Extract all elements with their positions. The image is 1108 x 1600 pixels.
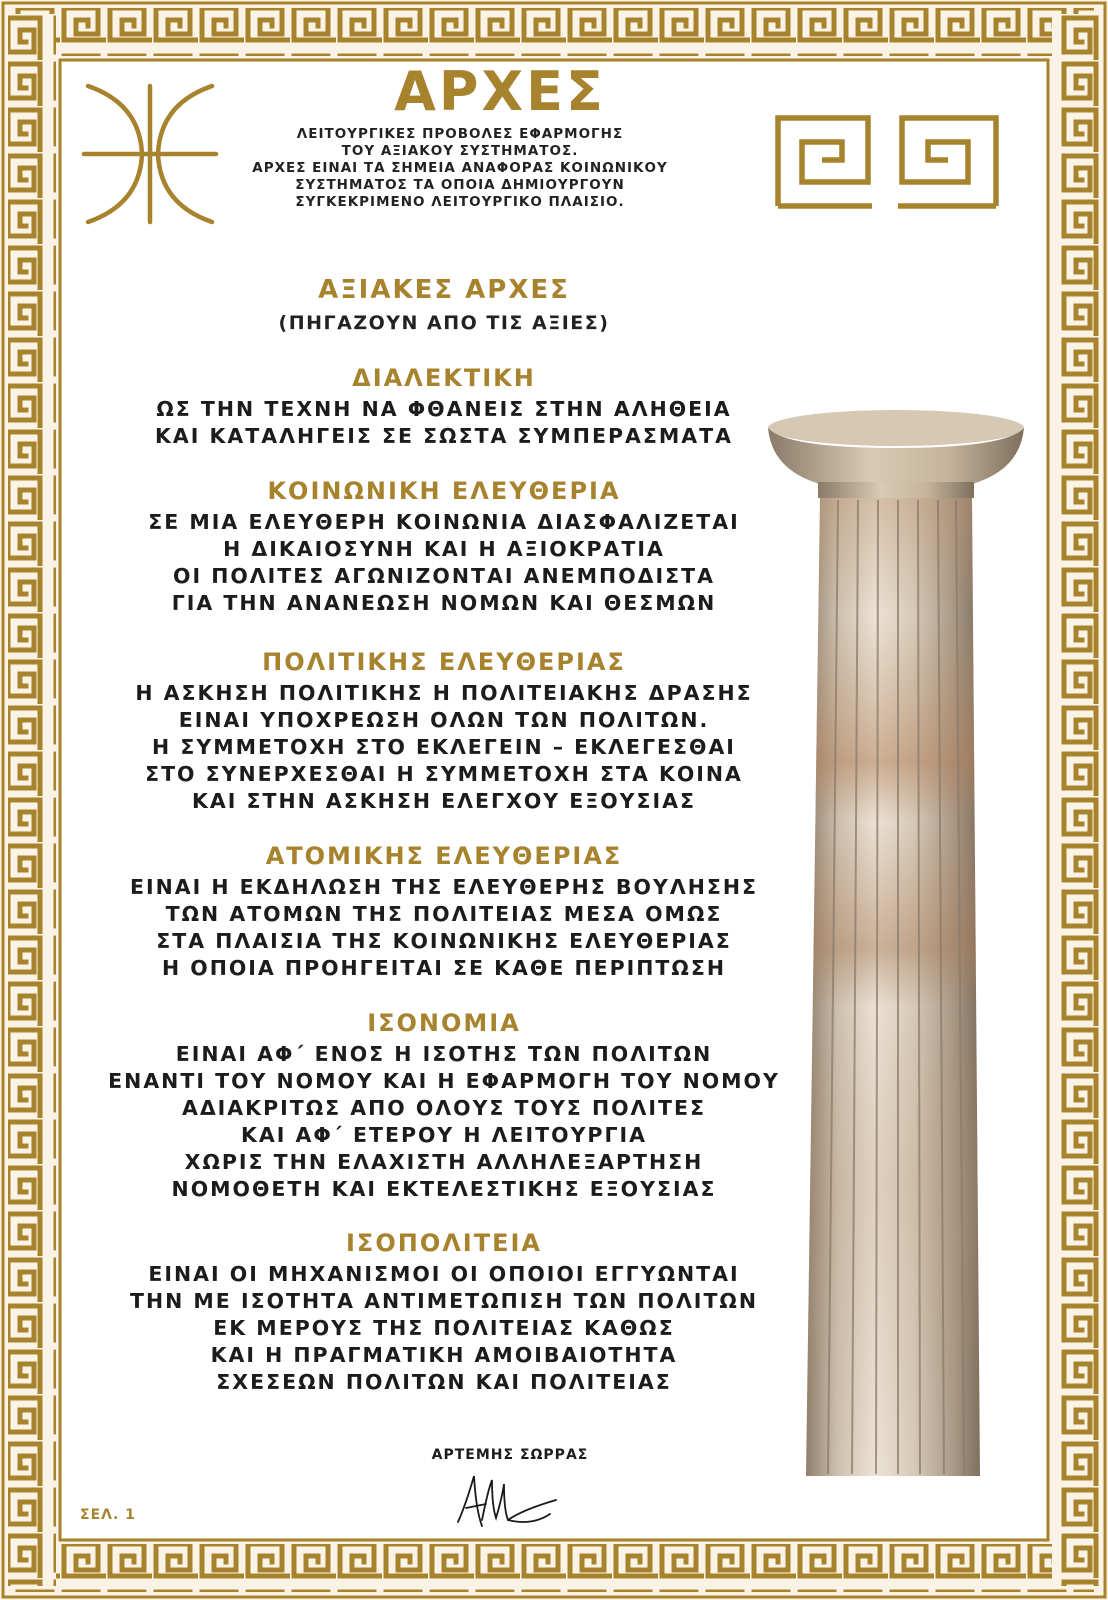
section-line: ΣΕ ΜΙΑ ΕΛΕΥΘΕΡΗ ΚΟΙΝΩΝΙΑ ΔΙΑΣΦΑΛΙΖΕΤΑΙ	[148, 510, 740, 534]
section-line: ΕΚ ΜΕΡΟΥΣ ΤΗΣ ΠΟΛΙΤΕΙΑΣ ΚΑΘΩΣ	[213, 1316, 675, 1340]
section-line: Η ΔΙΚΑΙΟΣΥΝΗ ΚΑΙ Η ΑΞΙΟΚΡΑΤΙΑ	[223, 537, 665, 561]
section-body-koinoniki-eleftheria	[0, 509, 888, 617]
section-title-isopoliteia: ΙΣΟΠΟΛΙΤΕΙΑ	[346, 1229, 542, 1257]
section-body-isonomia	[0, 1041, 888, 1203]
intro-parenthetical: (ΠΗΓΑΖΟΥΝ ΑΠΟ ΤΙΣ ΑΞΙΕΣ)	[278, 312, 610, 334]
subtitle-line: ΛΕΙΤΟΥΡΓΙΚΕΣ ΠΡΟΒΟΛΕΣ ΕΦΑΡΜΟΓΗΣ	[296, 126, 624, 142]
section-line: ΤΗΝ ΜΕ ΙΣΟΤΗΤΑ ΑΝΤΙΜΕΤΩΠΙΣΗ ΤΩΝ ΠΟΛΙΤΩΝ	[129, 1289, 759, 1313]
section-line: ΩΣ ΤΗΝ ΤΕΧΝΗ ΝΑ ΦΘΑΝΕΙΣ ΣΤΗΝ ΑΛΗΘΕΙΑ	[156, 397, 732, 421]
section-line: ΣΧΕΣΕΩΝ ΠΟΛΙΤΩΝ ΚΑΙ ΠΟΛΙΤΕΙΑΣ	[216, 1370, 672, 1394]
section-line: Η ΣΥΜΜΕΤΟΧΗ ΣΤΟ ΕΚΛΕΓΕΙΝ – ΕΚΛΕΓΕΣΘΑΙ	[152, 735, 736, 759]
signature-icon	[452, 1470, 562, 1534]
section-line: ΚΑΙ ΚΑΤΑΛΗΓΕΙΣ ΣΕ ΣΩΣΤΑ ΣΥΜΠΕΡΑΣΜΑΤΑ	[155, 424, 733, 448]
section-line: ΚΑΙ ΣΤΗΝ ΑΣΚΗΣΗ ΕΛΕΓΧΟΥ ΕΞΟΥΣΙΑΣ	[191, 789, 697, 813]
page-subtitle	[180, 126, 740, 211]
section-line: ΧΩΡΙΣ ΤΗΝ ΕΛΑΧΙΣΤΗ ΑΛΛΗΛΕΞΑΡΤΗΣΗ	[184, 1150, 704, 1174]
section-title-dialektiki: ΔΙΑΛΕΚΤΙΚΗ	[352, 364, 536, 392]
section-line: ΕΙΝΑΙ ΥΠΟΧΡΕΩΣΗ ΟΛΩΝ ΤΩΝ ΠΟΛΙΤΩΝ.	[178, 708, 710, 732]
section-body-atomikis-eleftherias	[0, 874, 888, 982]
section-line: ΣΤΑ ΠΛΑΙΣΙΑ ΤΗΣ ΚΟΙΝΩΝΙΚΗΣ ΕΛΕΥΘΕΡΙΑΣ	[156, 929, 732, 953]
section-line: ΕΙΝΑΙ ΟΙ ΜΗΧΑΝΙΣΜΟΙ ΟΙ ΟΠΟΙΟΙ ΕΓΓΥΩΝΤΑΙ	[148, 1262, 740, 1286]
section-body-dialektiki	[0, 396, 888, 450]
section-line: Η ΑΣΚΗΣΗ ΠΟΛΙΤΙΚΗΣ Η ΠΟΛΙΤΕΙΑΚΗΣ ΔΡΑΣΗΣ	[135, 681, 753, 705]
section-line: ΚΑΙ Η ΠΡΑΓΜΑΤΙΚΗ ΑΜΟΙΒΑΙΟΤΗΤΑ	[210, 1343, 678, 1367]
subtitle-line: ΑΡΧΕΣ ΕΙΝΑΙ ΤΑ ΣΗΜΕΙΑ ΑΝΑΦΟΡΑΣ ΚΟΙΝΩΝΙΚΟΥ	[252, 160, 668, 176]
subtitle-line: ΣΥΣΤΗΜΑΤΟΣ ΤΑ ΟΠΟΙΑ ΔΗΜΙΟΥΡΓΟΥΝ	[295, 177, 625, 193]
section-line: ΤΩΝ ΑΤΟΜΩΝ ΤΗΣ ΠΟΛΙΤΕΙΑΣ ΜΕΣΑ ΟΜΩΣ	[165, 902, 723, 926]
section-body-isopoliteia	[0, 1261, 888, 1396]
section-line: ΕΝΑΝΤΙ ΤΟΥ ΝΟΜΟΥ ΚΑΙ Η ΕΦΑΡΜΟΓΗ ΤΟΥ ΝΟΜΟΥ	[108, 1069, 780, 1093]
section-line: Η ΟΠΟΙΑ ΠΡΟΗΓΕΙΤΑΙ ΣΕ ΚΑΘΕ ΠΕΡΙΠΤΩΣΗ	[161, 956, 726, 980]
section-line: ΕΙΝΑΙ Η ΕΚΔΗΛΩΣΗ ΤΗΣ ΕΛΕΥΘΕΡΗΣ ΒΟΥΛΗΣΗΣ	[129, 875, 759, 899]
section-line: ΝΟΜΟΘΕΤΗ ΚΑΙ ΕΚΤΕΛΕΣΤΙΚΗΣ ΕΞΟΥΣΙΑΣ	[171, 1177, 717, 1201]
meander-key-icon	[772, 112, 1002, 212]
subtitle-line: ΤΟΥ ΑΞΙΑΚΟΥ ΣΥΣΤΗΜΑΤΟΣ.	[341, 143, 579, 159]
section-line: ΚΑΙ ΑΦ΄ ΕΤΕΡΟΥ Η ΛΕΙΤΟΥΡΓΙΑ	[240, 1123, 648, 1147]
page-title: ΑΡΧΕΣ	[394, 60, 606, 123]
intro-title: ΑΞΙΑΚΕΣ ΑΡΧΕΣ	[318, 275, 570, 305]
section-title-isonomia: ΙΣΟΝΟΜΙΑ	[367, 1009, 521, 1037]
section-line: ΣΤΟ ΣΥΝΕΡΧΕΣΘΑΙ Η ΣΥΜΜΕΤΟΧΗ ΣΤΑ ΚΟΙΝΑ	[145, 762, 743, 786]
section-title-atomikis-eleftherias: ΑΤΟΜΙΚΗΣ ΕΛΕΥΘΕΡΙΑΣ	[265, 842, 623, 870]
section-line: ΕΙΝΑΙ ΑΦ΄ ΕΝΟΣ Η ΙΣΟΤΗΣ ΤΩΝ ΠΟΛΙΤΩΝ	[175, 1042, 713, 1066]
section-body-politikis-eleftherias	[0, 680, 888, 815]
page-number: ΣΕΛ. 1	[80, 1507, 136, 1523]
section-title-politikis-eleftherias: ΠΟΛΙΤΙΚΗΣ ΕΛΕΥΘΕΡΙΑΣ	[262, 648, 626, 676]
section-line: ΟΙ ΠΟΛΙΤΕΣ ΑΓΩΝΙΖΟΝΤΑΙ ΑΝΕΜΠΟΔΙΣΤΑ	[173, 564, 715, 588]
author-name: ΑΡΤΕΜΗΣ ΣΩΡΡΑΣ	[431, 1447, 589, 1463]
subtitle-line: ΣΥΓΚΕΚΡΙΜΕΝΟ ΛΕΙΤΟΥΡΓΙΚΟ ΠΛΑΙΣΙΟ.	[295, 194, 625, 210]
section-title-koinoniki-eleftheria: ΚΟΙΝΩΝΙΚΗ ΕΛΕΥΘΕΡΙΑ	[267, 477, 621, 505]
section-line: ΓΙΑ ΤΗΝ ΑΝΑΝΕΩΣΗ ΝΟΜΩΝ ΚΑΙ ΘΕΣΜΩΝ	[171, 591, 717, 615]
section-line: ΑΔΙΑΚΡΙΤΩΣ ΑΠΟ ΟΛΟΥΣ ΤΟΥΣ ΠΟΛΙΤΕΣ	[181, 1096, 707, 1120]
